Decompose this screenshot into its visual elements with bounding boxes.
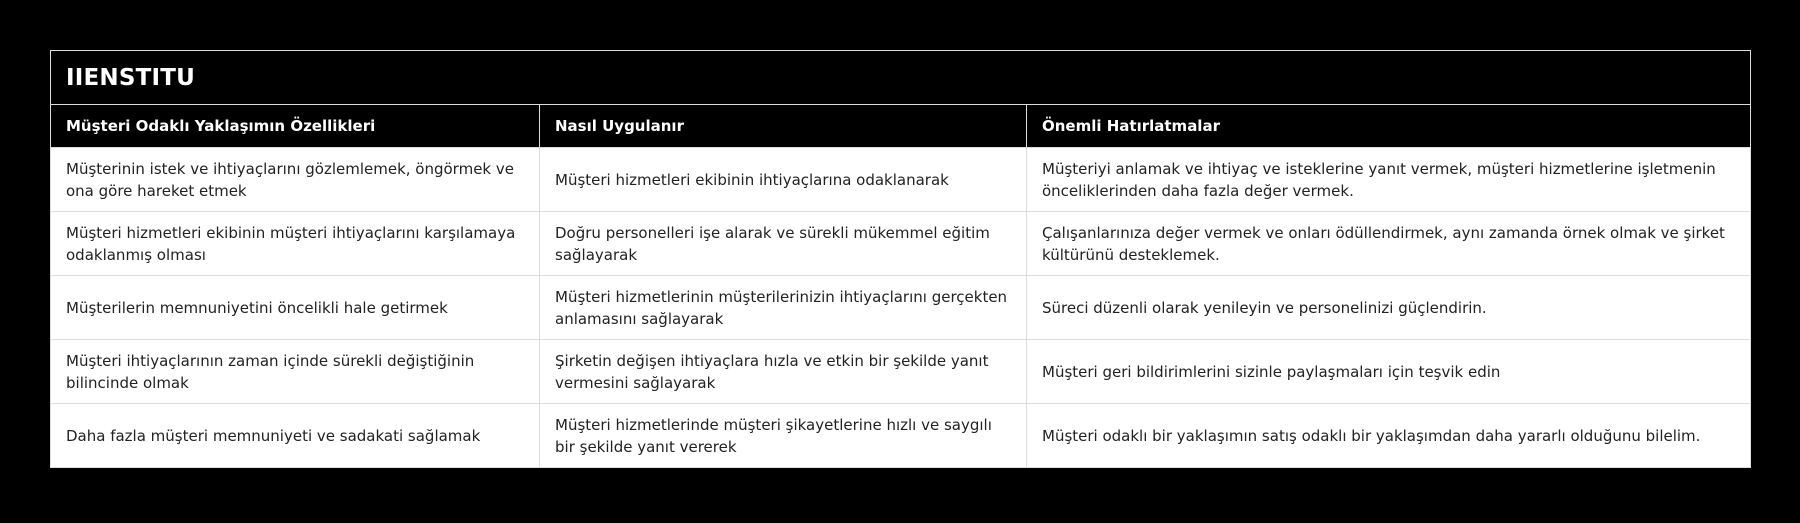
table-cell: Şirketin değişen ihtiyaçlara hızla ve etkin bir şekilde yanıt vermesini sağlayarak bbox=[540, 340, 1027, 404]
table-cell: Müşteri ihtiyaçlarının zaman içinde sürekli değiştiğinin bilincinde olmak bbox=[51, 340, 540, 404]
table-title-row bbox=[51, 51, 1751, 105]
table-cell: Süreci düzenli olarak yenileyin ve personelinizi güçlendirin. bbox=[1027, 276, 1751, 340]
table-header-row bbox=[51, 105, 1751, 148]
table-cell: Müşteri hizmetleri ekibinin müşteri ihtiyaçlarını karşılamaya odaklanmış olması bbox=[51, 212, 540, 276]
table-row bbox=[51, 148, 1751, 212]
table-cell: Müşteriyi anlamak ve ihtiyaç ve isteklerine yanıt vermek, müşteri hizmetlerine işletmenin önceliklerinden daha fazla değer vermek. bbox=[1027, 148, 1751, 212]
table-title: IIENSTITU bbox=[51, 51, 1751, 105]
table-cell: Çalışanlarınıza değer vermek ve onları ödüllendirmek, aynı zamanda örnek olmak ve şirket kültürünü desteklemek. bbox=[1027, 212, 1751, 276]
table-row bbox=[51, 212, 1751, 276]
table-row bbox=[51, 276, 1751, 340]
customer-focus-table bbox=[50, 50, 1751, 468]
table-cell: Daha fazla müşteri memnuniyeti ve sadakati sağlamak bbox=[51, 404, 540, 468]
table-cell: Müşteri hizmetleri ekibinin ihtiyaçlarına odaklanarak bbox=[540, 148, 1027, 212]
table-cell: Müşteri geri bildirimlerini sizinle paylaşmaları için teşvik edin bbox=[1027, 340, 1751, 404]
column-header-features: Müşteri Odaklı Yaklaşımın Özellikleri bbox=[51, 105, 540, 148]
table-cell: Doğru personelleri işe alarak ve sürekli mükemmel eğitim sağlayarak bbox=[540, 212, 1027, 276]
table-container bbox=[50, 50, 1750, 468]
table-cell: Müşteri hizmetlerinde müşteri şikayetlerine hızlı ve saygılı bir şekilde yanıt vererek bbox=[540, 404, 1027, 468]
table-row bbox=[51, 404, 1751, 468]
table-cell: Müşteri hizmetlerinin müşterilerinizin ihtiyaçlarını gerçekten anlamasını sağlayarak bbox=[540, 276, 1027, 340]
table-cell: Müşterinin istek ve ihtiyaçlarını gözlemlemek, öngörmek ve ona göre hareket etmek bbox=[51, 148, 540, 212]
column-header-important-reminders: Önemli Hatırlatmalar bbox=[1027, 105, 1751, 148]
table-cell: Müşterilerin memnuniyetini öncelikli hale getirmek bbox=[51, 276, 540, 340]
column-header-how-to-apply: Nasıl Uygulanır bbox=[540, 105, 1027, 148]
table-row bbox=[51, 340, 1751, 404]
table-cell: Müşteri odaklı bir yaklaşımın satış odaklı bir yaklaşımdan daha yararlı olduğunu bilelim. bbox=[1027, 404, 1751, 468]
